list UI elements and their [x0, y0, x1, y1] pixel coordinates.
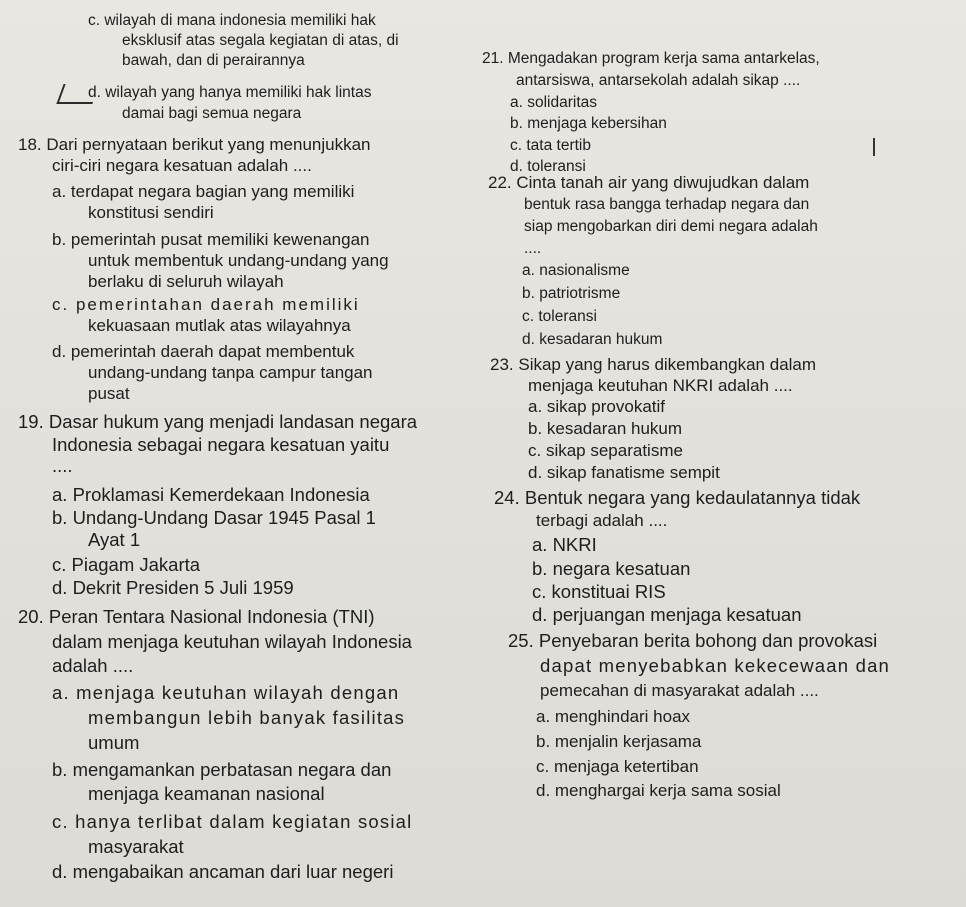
question-18-option-b-3: berlaku di seluruh wilayah: [88, 272, 284, 291]
question-24-option-d: d. perjuangan menjaga kesatuan: [532, 604, 802, 625]
question-22-stem-1: 22. Cinta tanah air yang diwujudkan dalam: [488, 173, 810, 192]
question-22-stem-4: ....: [524, 240, 542, 257]
question-22-option-b: b. patriotrisme: [522, 285, 621, 302]
question-20-stem-3: adalah ....: [52, 655, 134, 676]
question-20-option-a-3: umum: [88, 732, 140, 753]
question-23-stem-2: menjaga keutuhan NKRI adalah ....: [528, 376, 793, 395]
question-18-option-b-2: untuk membentuk undang-undang yang: [88, 251, 389, 270]
question-24-option-c: c. konstituai RIS: [532, 581, 666, 602]
option-c-line-3: bawah, dan di perairannya: [122, 52, 305, 69]
question-22-option-c: c. toleransi: [522, 308, 597, 325]
question-20-stem-1: 20. Peran Tentara Nasional Indonesia (TNI): [18, 606, 375, 627]
question-20-option-d: d. mengabaikan ancaman dari luar negeri: [52, 861, 394, 882]
question-22-option-d: d. kesadaran hukum: [522, 331, 663, 348]
question-23-option-a: a. sikap provokatif: [528, 397, 666, 416]
question-18-option-d-1: d. pemerintah daerah dapat membentuk: [52, 342, 355, 361]
question-21-option-d: d. toleransi: [510, 158, 586, 175]
question-18-stem-1: 18. Dari pernyataan berikut yang menunjukkan: [18, 135, 371, 154]
question-18-option-a-1: a. terdapat negara bagian yang memiliki: [52, 182, 355, 201]
question-18-option-d-2: undang-undang tanpa campur tangan: [88, 363, 373, 382]
question-19-option-b-2: Ayat 1: [88, 529, 141, 550]
question-20-option-b-2: menjaga keamanan nasional: [88, 783, 325, 804]
question-20-option-c-2: masyarakat: [88, 836, 184, 857]
question-18-option-a-2: konstitusi sendiri: [88, 203, 214, 222]
question-21-option-c: c. tata tertib: [510, 137, 591, 154]
option-d-line-1: d. wilayah yang hanya memiliki hak lintas: [88, 84, 372, 101]
question-21-option-b: b. menjaga kebersihan: [510, 115, 667, 132]
question-25-option-c: c. menjaga ketertiban: [536, 757, 699, 776]
question-24-option-a: a. NKRI: [532, 534, 597, 555]
question-21-stem-2: antarsiswa, antarsekolah adalah sikap ....: [516, 72, 801, 89]
question-19-stem-1: 19. Dasar hukum yang menjadi landasan negara: [18, 411, 418, 432]
margin-mark: [873, 138, 875, 156]
option-d-line-2: damai bagi semua negara: [122, 105, 302, 122]
question-18-option-b-1: b. pemerintah pusat memiliki kewenangan: [52, 230, 370, 249]
question-19-stem-2: Indonesia sebagai negara kesatuan yaitu: [52, 434, 390, 455]
question-24-option-b: b. negara kesatuan: [532, 558, 691, 579]
question-25-stem-3: pemecahan di masyarakat adalah ....: [540, 681, 819, 700]
question-24-stem-2: terbagi adalah ....: [536, 511, 668, 530]
question-18-stem-2: ciri-ciri negara kesatuan adalah ....: [52, 156, 312, 175]
question-21-stem-1: 21. Mengadakan program kerja sama antarkelas,: [482, 50, 820, 67]
question-20-option-b-1: b. mengamankan perbatasan negara dan: [52, 759, 392, 780]
question-22-option-a: a. nasionalisme: [522, 262, 630, 279]
question-25-stem-2: dapat menyebabkan kekecewaan dan: [540, 655, 891, 676]
question-18-option-c-1: c. pemerintahan daerah memiliki: [52, 295, 360, 314]
question-19-option-c: c. Piagam Jakarta: [52, 554, 201, 575]
question-25-stem-1: 25. Penyebaran berita bohong dan provokasi: [508, 630, 878, 651]
question-20-option-a-1: a. menjaga keutuhan wilayah dengan: [52, 682, 400, 703]
question-19-option-d: d. Dekrit Presiden 5 Juli 1959: [52, 577, 294, 598]
question-18-option-c-2: kekuasaan mutlak atas wilayahnya: [88, 316, 351, 335]
question-20-option-a-2: membangun lebih banyak fasilitas: [88, 707, 406, 728]
question-22-stem-3: siap mengobarkan diri demi negara adalah: [524, 218, 818, 235]
question-25-option-d: d. menghargai kerja sama sosial: [536, 781, 781, 800]
question-20-option-c-1: c. hanya terlibat dalam kegiatan sosial: [52, 811, 413, 832]
question-24-stem-1: 24. Bentuk negara yang kedaulatannya tidak: [494, 487, 861, 508]
option-c-line-1: c. wilayah di mana indonesia memiliki hak: [88, 12, 376, 29]
question-19-stem-3: ....: [52, 455, 73, 476]
question-18-option-d-3: pusat: [88, 384, 130, 403]
question-25-option-b: b. menjalin kerjasama: [536, 732, 702, 751]
question-23-option-b: b. kesadaran hukum: [528, 419, 683, 438]
question-19-option-b-1: b. Undang-Undang Dasar 1945 Pasal 1: [52, 507, 376, 528]
option-c-line-2: eksklusif atas segala kegiatan di atas, di: [122, 32, 399, 49]
question-20-stem-2: dalam menjaga keutuhan wilayah Indonesia: [52, 631, 412, 652]
question-23-option-d: d. sikap fanatisme sempit: [528, 463, 720, 482]
question-19-option-a: a. Proklamasi Kemerdekaan Indonesia: [52, 484, 370, 505]
question-25-option-a: a. menghindari hoax: [536, 707, 691, 726]
question-22-stem-2: bentuk rasa bangga terhadap negara dan: [524, 196, 810, 213]
question-23-option-c: c. sikap separatisme: [528, 441, 683, 460]
question-21-option-a: a. solidaritas: [510, 94, 598, 111]
question-23-stem-1: 23. Sikap yang harus dikembangkan dalam: [490, 355, 817, 374]
